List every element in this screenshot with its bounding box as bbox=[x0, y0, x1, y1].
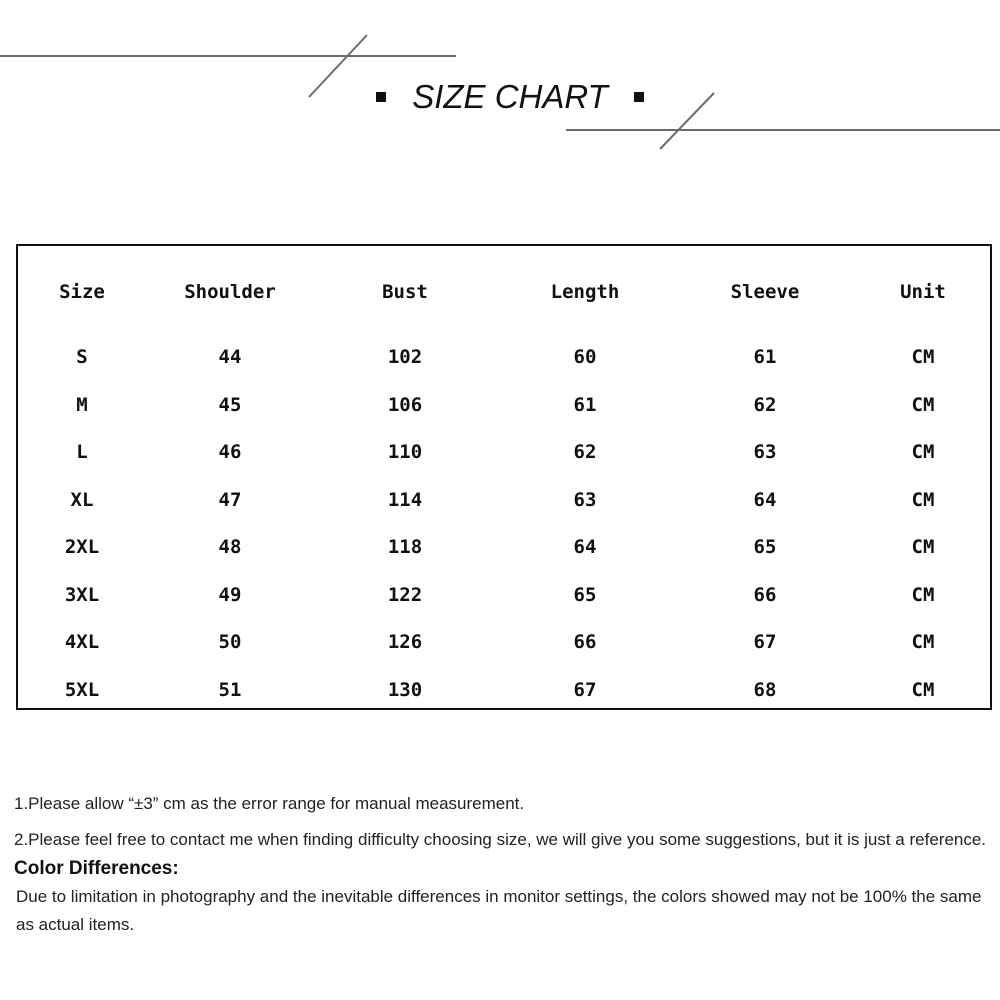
column-header-sleeve: Sleeve bbox=[730, 281, 800, 303]
column-header-length: Length bbox=[550, 281, 620, 303]
table-cell: 65 bbox=[753, 536, 777, 558]
table-cell: 110 bbox=[387, 441, 423, 463]
table-cell: 67 bbox=[573, 678, 597, 701]
title-bullet-left bbox=[376, 92, 386, 102]
table-cell: 61 bbox=[753, 346, 777, 368]
table-cell: 114 bbox=[387, 488, 423, 511]
table-cell: CM bbox=[911, 441, 935, 463]
table-cell: CM bbox=[911, 536, 935, 558]
title-bullet-right bbox=[634, 92, 644, 102]
table-cell: 63 bbox=[573, 488, 597, 511]
table-cell: 66 bbox=[573, 631, 597, 653]
table-cell: 65 bbox=[573, 583, 597, 606]
table-cell: 47 bbox=[218, 488, 242, 511]
table-cell: CM bbox=[911, 631, 935, 653]
column-header-shoulder: Shoulder bbox=[184, 281, 276, 303]
column-header-size: Size bbox=[59, 281, 105, 303]
table-cell: 46 bbox=[218, 441, 242, 463]
table-cell: M bbox=[76, 393, 88, 416]
table-cell: CM bbox=[911, 583, 935, 606]
table-cell: CM bbox=[911, 678, 935, 701]
table-cell: 64 bbox=[573, 536, 597, 558]
table-cell: 122 bbox=[387, 583, 423, 606]
table-cell: 51 bbox=[218, 678, 242, 701]
table-cell: 2XL bbox=[64, 536, 100, 558]
table-cell: 102 bbox=[387, 346, 423, 368]
color-differences-heading: Color Differences: bbox=[14, 858, 179, 879]
table-cell: 130 bbox=[387, 678, 423, 701]
size-table bbox=[16, 244, 992, 710]
table-cell: 50 bbox=[218, 631, 242, 653]
table-cell: 45 bbox=[218, 393, 242, 416]
note-measurement: 1.Please allow “±3” cm as the error range for manual measurement. bbox=[14, 794, 525, 813]
table-cell: 64 bbox=[753, 488, 777, 511]
page-title: SIZE CHART bbox=[412, 78, 608, 115]
table-cell: 4XL bbox=[64, 631, 100, 653]
table-cell: 61 bbox=[573, 393, 597, 416]
table-cell: 106 bbox=[387, 393, 423, 416]
column-header-bust: Bust bbox=[382, 281, 428, 303]
table-cell: 62 bbox=[573, 441, 597, 463]
table-cell: 3XL bbox=[64, 583, 100, 606]
left-diagonal-line bbox=[309, 35, 367, 97]
table-cell: 44 bbox=[218, 346, 242, 368]
table-cell: CM bbox=[911, 393, 935, 416]
table-cell: CM bbox=[911, 488, 935, 511]
color-differences-text: Due to limitation in photography and the inevitable differences in monitor settings, the colors showed may not be 100% the same as actual items. bbox=[16, 887, 982, 934]
table-cell: 49 bbox=[218, 583, 242, 606]
right-diagonal-line bbox=[660, 93, 714, 149]
table-cell: 63 bbox=[753, 441, 777, 463]
column-header-unit: Unit bbox=[900, 281, 946, 303]
table-cell: 68 bbox=[753, 678, 777, 701]
table-cell: 5XL bbox=[64, 678, 100, 701]
table-cell: L bbox=[76, 441, 88, 463]
table-cell: 118 bbox=[387, 536, 423, 558]
table-cell: XL bbox=[70, 488, 94, 511]
table-cell: 67 bbox=[753, 631, 777, 653]
table-cell: 62 bbox=[753, 393, 777, 416]
table-cell: 48 bbox=[218, 536, 242, 558]
table-cell: 60 bbox=[573, 346, 597, 368]
table-cell: CM bbox=[911, 346, 935, 368]
table-cell: 126 bbox=[387, 631, 423, 653]
notes-section bbox=[14, 790, 989, 939]
note-contact: 2.Please feel free to contact me when finding difficulty choosing size, we will give you some suggestions, but it is just a reference. bbox=[14, 830, 987, 849]
table-cell: S bbox=[76, 346, 88, 368]
table-cell: 66 bbox=[753, 583, 777, 606]
title-banner bbox=[360, 72, 660, 122]
